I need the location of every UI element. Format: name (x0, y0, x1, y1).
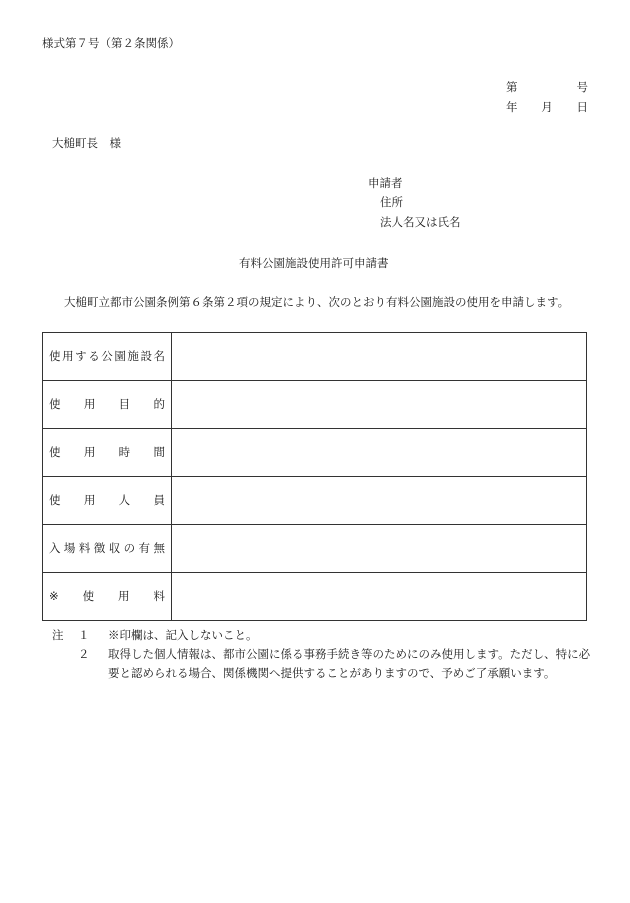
label-char: る (88, 348, 100, 363)
note-number: １ (78, 628, 90, 642)
table-row (43, 429, 587, 477)
applicant-address-label: 住所 (380, 195, 403, 209)
date-row (506, 98, 588, 118)
date-year: 年 (506, 100, 518, 115)
label-char: す (75, 348, 87, 363)
table-row-value[interactable] (172, 525, 587, 573)
table-row (43, 525, 587, 573)
label-char: 公 (101, 348, 113, 363)
label-char: 無 (153, 540, 165, 555)
notes-mark: 注 (52, 628, 64, 642)
document-number-row (506, 78, 588, 98)
table-row-label-text (49, 348, 165, 363)
form-number: 様式第７号（第２条関係） (42, 36, 180, 50)
table-row-label-text (49, 588, 165, 603)
label-char: 目 (118, 396, 131, 411)
table-row (43, 333, 587, 381)
document-number-block (506, 78, 588, 118)
intro-text: 大槌町立都市公園条例第６条第２項の規定により、次のとおり有料公園施設の使用を申請します。 (64, 295, 570, 309)
table-row (43, 477, 587, 525)
applicant-name-label: 法人名又は氏名 (380, 215, 461, 229)
table-row (43, 573, 587, 621)
label-char: 使 (49, 492, 61, 507)
note-text: ※印欄は、記入しないこと。 (108, 628, 258, 642)
label-char: 用 (83, 444, 96, 459)
table-row-label-text (49, 492, 165, 507)
label-char: 収 (108, 540, 121, 555)
label-char: 使 (82, 588, 95, 603)
note-indent (52, 645, 78, 683)
table-row-label-text (49, 396, 165, 411)
table-row-label-text (49, 444, 165, 459)
date-month: 月 (541, 100, 553, 115)
label-char: 入 (49, 540, 61, 555)
label-char: 徴 (93, 540, 106, 555)
note-number: ２ (78, 647, 90, 661)
label-char: 用 (118, 588, 130, 603)
label-char: 時 (118, 444, 131, 459)
table-row-label (43, 525, 172, 573)
table-row-value[interactable] (172, 477, 587, 525)
note-text: 取得した個人情報は、都市公園に係る事務手続き等のためにのみ使用します。ただし、特に必要と認められる場合、関係機関へ提供することがありますので、予めご了承願います。 (108, 647, 591, 680)
application-table (42, 332, 587, 621)
addressee: 大槌町長 様 (52, 136, 121, 150)
label-char: 用 (83, 492, 96, 507)
document-title: 有料公園施設使用許可申請書 (239, 256, 389, 270)
label-char: 有 (138, 540, 151, 555)
label-char: 使 (49, 444, 61, 459)
document-number-dai: 第 (506, 80, 518, 95)
note-item (52, 645, 592, 683)
date-day: 日 (576, 100, 588, 115)
table-row-value[interactable] (172, 429, 587, 477)
label-char: 料 (153, 588, 165, 603)
label-char: 名 (153, 348, 165, 363)
note-item (52, 626, 592, 645)
label-char: 使 (49, 348, 61, 363)
label-char: ※ (49, 588, 59, 603)
label-char: 料 (78, 540, 91, 555)
label-char: 用 (62, 348, 74, 363)
table-row-label-text (49, 540, 165, 555)
table-row-label (43, 477, 172, 525)
label-char: の (123, 540, 136, 555)
label-char: 使 (49, 396, 61, 411)
label-char: 人 (118, 492, 131, 507)
table-row-label (43, 381, 172, 429)
table-row-label (43, 573, 172, 621)
label-char: 施 (127, 348, 139, 363)
label-char: 的 (153, 396, 165, 411)
label-char: 用 (83, 396, 96, 411)
table-row (43, 381, 587, 429)
table-row-value[interactable] (172, 333, 587, 381)
notes-section (52, 626, 592, 683)
label-char: 園 (114, 348, 126, 363)
label-char: 設 (140, 348, 152, 363)
table-row-label (43, 429, 172, 477)
table-row-value[interactable] (172, 573, 587, 621)
applicant-heading: 申請者 (368, 176, 403, 190)
table-row-value[interactable] (172, 381, 587, 429)
table-row-label (43, 333, 172, 381)
document-number-go: 号 (576, 80, 588, 95)
label-char: 間 (153, 444, 165, 459)
label-char: 員 (153, 492, 165, 507)
label-char: 場 (63, 540, 76, 555)
